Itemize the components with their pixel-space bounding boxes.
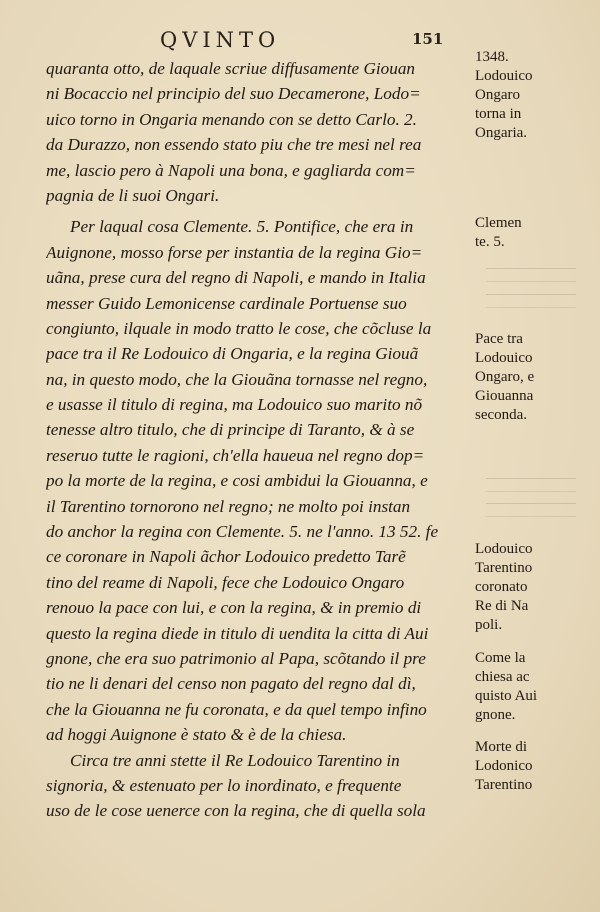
text-line: na, in questo modo, che la Giouãna tornasse nel regno,	[46, 369, 428, 389]
margin-note-line: gnone.	[475, 707, 516, 723]
margin-note-line: poli.	[475, 617, 503, 633]
text-line: ce coronare in Napoli ãchor Lodouico predetto Tarẽ	[46, 547, 406, 567]
margin-note-line: torna in	[475, 106, 522, 122]
text-line: messer Guido Lemonicense cardinale Portuense suo	[46, 293, 407, 313]
page-number: 151	[412, 30, 444, 48]
margin-note-line: Pace tra	[475, 331, 523, 347]
margin-note-line: Morte di	[475, 739, 528, 755]
main-text-column	[46, 56, 476, 824]
margin-note-morte	[475, 738, 595, 795]
text-line: congiunto, ilquale in modo tratto le cose, che cõcluse la	[46, 318, 432, 338]
text-line: questo la regina diede in titulo di uendita la citta di Aui	[46, 623, 429, 643]
margin-note-line: chiesa ac	[475, 669, 530, 685]
margin-note-line: Lodouico	[475, 350, 533, 366]
margin-note-line: Ongaro, e	[475, 369, 535, 385]
margin-note-auignone	[475, 649, 595, 725]
page-header-title: QVINTO	[160, 28, 281, 52]
show-through-mark	[486, 478, 576, 492]
text-line: tio ne li denari del censo non pagato del regno dal dì,	[46, 674, 416, 694]
margin-note-line: Giouanna	[475, 388, 534, 404]
margin-note-line: coronato	[475, 579, 528, 595]
text-line: do anchor la regina con Clemente. 5. ne l'anno. 13 52. fe	[46, 522, 439, 542]
text-line: ad hoggi Auignone è stato & è de la chiesa.	[46, 725, 347, 745]
text-line: ni Bocaccio nel principio del suo Decamerone, Lodo=	[46, 84, 421, 104]
text-line: tenesse altro titulo, che di principe di Taranto, & à se	[46, 420, 415, 440]
margin-note-clemente	[475, 214, 595, 252]
text-line: renouo la pace con lui, e con la regina, & in premio di	[46, 598, 422, 618]
text-line: me, lascio pero à Napoli una bona, e gagliarda com=	[46, 160, 416, 180]
text-line: quaranta otto, de laquale scriue diffusamente Giouan	[46, 59, 416, 78]
margin-note-ongaria	[475, 48, 595, 143]
text-line: che la Giouanna ne fu coronata, e da quel tempo infino	[46, 699, 427, 719]
margin-note-pace	[475, 330, 595, 425]
margin-note-line: Ongaro	[475, 87, 520, 103]
text-line: Auignone, mosso forse per instantia de la regina Gio=	[46, 242, 423, 262]
margin-note-line: te. 5.	[475, 234, 505, 250]
margin-note-line: Tarentino	[475, 560, 533, 576]
text-line: il Tarentino tornorono nel regno; ne molto poi instan	[46, 496, 411, 516]
text-line: reseruo tutte le ragioni, ch'ella haueua nel regno dop=	[46, 445, 425, 465]
margin-note-line: seconda.	[475, 407, 528, 423]
text-line: da Durazzo, non essendo stato piu che tre mesi nel rea	[46, 135, 422, 155]
margin-note-line: Tarentino	[475, 777, 533, 793]
margin-note-line: Re di Na	[475, 598, 529, 614]
text-line: gnone, che era suo patrimonio al Papa, scõtando il pre	[46, 648, 426, 668]
text-line: e usasse il titulo di regina, ma Lodouico suo marito nõ	[46, 395, 423, 415]
text-line: pace tra il Re Lodouico di Ongaria, e la regina Giouã	[46, 344, 419, 364]
paragraph-first-line: Per laqual cosa Clemente. 5. Pontifice, che era in	[70, 217, 414, 237]
margin-note-line: Come la	[475, 650, 526, 666]
running-header	[160, 28, 460, 52]
margin-note-line: Lodouico	[475, 541, 533, 557]
text-line: signoria, & estenuato per lo inordinato, e frequente	[46, 775, 402, 795]
margin-note-line: 1348.	[475, 49, 509, 65]
show-through-mark	[486, 294, 576, 308]
text-line: tino del reame di Napoli, fece che Lodouico Ongaro	[46, 572, 405, 592]
paragraph-first-line: Circa tre anni stette il Re Lodouico Tarentino in	[70, 750, 400, 770]
text-line: uso de le cose uenerce con la regina, che di quella sola	[46, 801, 426, 821]
margin-note-coronato	[475, 540, 595, 635]
text-line: uãna, prese cura del regno di Napoli, e mando in Italia	[46, 268, 426, 288]
show-through-mark	[486, 268, 576, 282]
margin-note-line: quisto Aui	[475, 688, 538, 704]
text-line: po la morte de la regina, e cosi ambidui la Giouanna, e	[46, 471, 428, 491]
margin-note-line: Clemen	[475, 215, 522, 231]
margin-note-line: Lodouico	[475, 68, 533, 84]
text-line: uico torno in Ongaria menando con se detto Carlo. 2.	[46, 109, 417, 129]
text-line: pagnia de li suoi Ongari.	[46, 185, 220, 205]
margin-note-line: Lodonico	[475, 758, 533, 774]
show-through-mark	[486, 503, 576, 517]
margin-note-line: Ongaria.	[475, 125, 528, 141]
